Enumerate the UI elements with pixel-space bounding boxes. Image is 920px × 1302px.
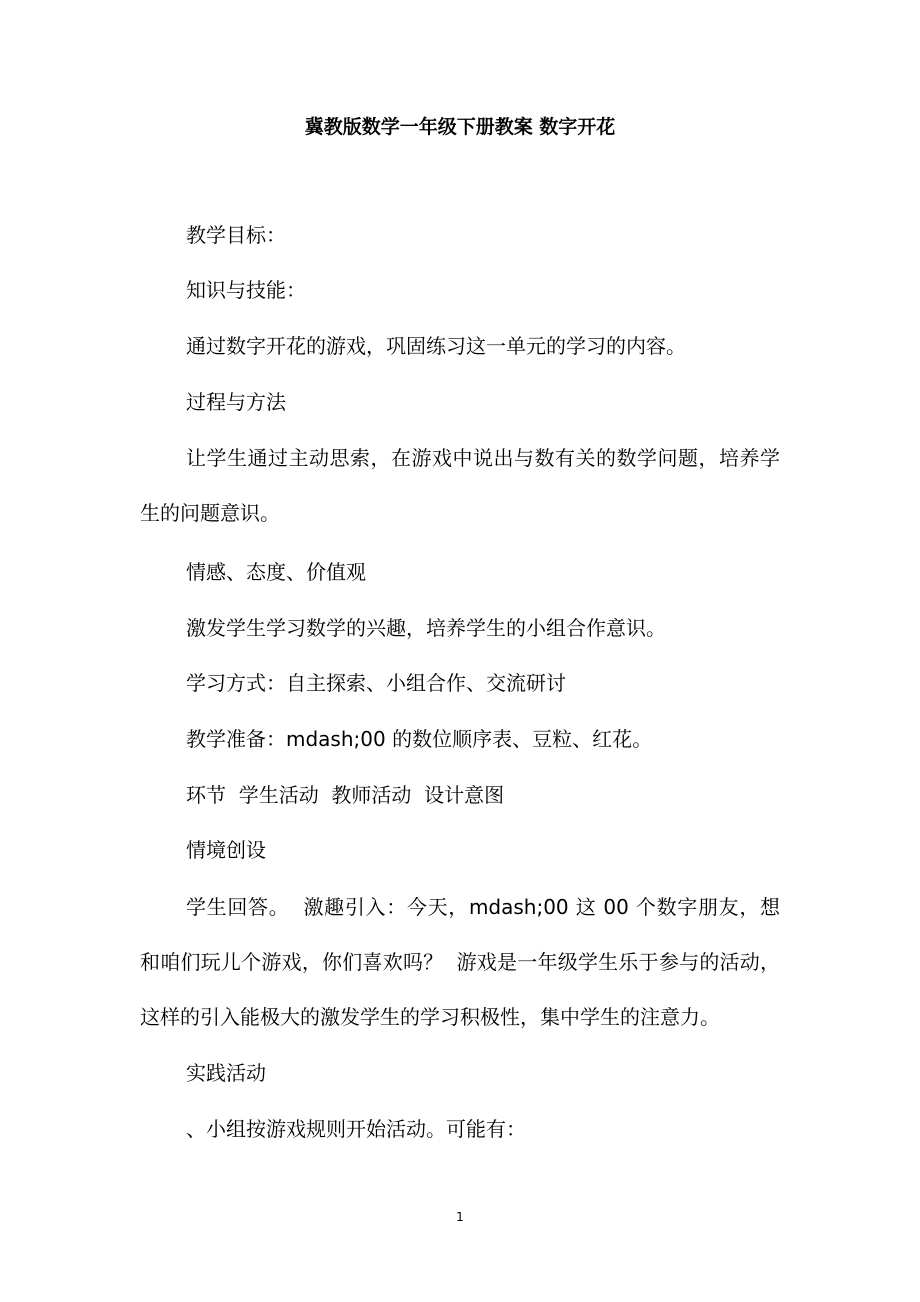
page-number: 1 (456, 1210, 464, 1224)
paragraph-interest: 激发学生学习数学的兴趣，培养学生的小组合作意识。 (186, 616, 666, 640)
paragraph-preparation: 教学准备：mdash;00 的数位顺序表、豆粒、红花。 (186, 727, 653, 751)
paragraph-knowledge-skills: 知识与技能： (186, 278, 306, 302)
paragraph-scenario: 情境创设 (186, 838, 266, 862)
paragraph-learning-method: 学习方式：自主探索、小组合作、交流研讨 (186, 671, 566, 695)
paragraph-active-thinking: 让学生通过主动思索，在游戏中说出与数有关的数学问题，培养学生的问题意识。 (140, 446, 780, 525)
paragraph-group-activity: 、小组按游戏规则开始活动。可能有： (186, 1117, 526, 1141)
paragraph-teaching-goals: 教学目标： (186, 223, 286, 247)
document-title: 冀教版数学一年级下册教案 数字开花 (304, 116, 616, 138)
paragraph-table-header: 环节 学生活动 教师活动 设计意图 (186, 783, 505, 807)
paragraph-process-method: 过程与方法 (186, 390, 286, 414)
paragraph-emotion-values: 情感、态度、价值观 (186, 560, 366, 584)
paragraph-practice: 实践活动 (186, 1061, 266, 1085)
paragraph-intro: 学生回答。 激趣引入：今天，mdash;00 这 00 个数字朋友，想和咱们玩儿个游戏，你们喜欢吗？ 游戏是一年级学生乐于参与的活动，这样的引入能极大的激发学生的学习积极性，集中学生的注意力。 (140, 895, 780, 1029)
paragraph-game-consolidate: 通过数字开花的游戏，巩固练习这一单元的学习的内容。 (186, 334, 686, 358)
